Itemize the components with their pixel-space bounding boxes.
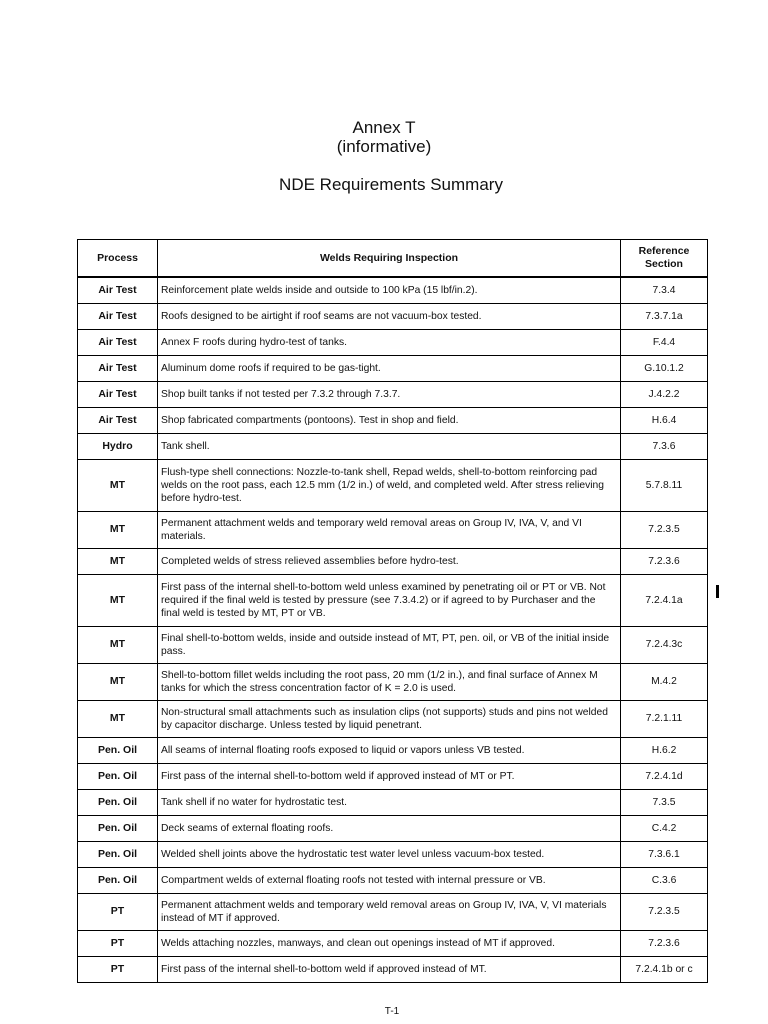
process-cell: MT — [78, 459, 158, 511]
welds-cell: Shop fabricated compartments (pontoons). Test in shop and field. — [158, 407, 621, 433]
process-cell: Pen. Oil — [78, 763, 158, 789]
table-row — [78, 841, 708, 867]
page-title: NDE Requirements Summary — [279, 175, 503, 194]
process-cell: Air Test — [78, 303, 158, 329]
reference-cell: 7.3.7.1a — [621, 303, 708, 329]
welds-cell: Aluminum dome roofs if required to be gas-tight. — [158, 355, 621, 381]
reference-cell: 7.3.5 — [621, 789, 708, 815]
process-cell: MT — [78, 574, 158, 626]
process-cell: Pen. Oil — [78, 867, 158, 893]
welds-cell: First pass of the internal shell-to-bottom weld if approved instead of MT or PT. — [158, 763, 621, 789]
reference-cell: 7.2.4.1a — [621, 574, 708, 626]
welds-cell: Deck seams of external floating roofs. — [158, 815, 621, 841]
table-row — [78, 815, 708, 841]
reference-cell: C.3.6 — [621, 867, 708, 893]
welds-cell: Tank shell. — [158, 433, 621, 459]
process-cell: PT — [78, 893, 158, 930]
reference-cell: 7.2.1.11 — [621, 700, 708, 737]
welds-cell: Tank shell if no water for hydrostatic test. — [158, 789, 621, 815]
reference-cell: 7.3.4 — [621, 277, 708, 303]
welds-cell: First pass of the internal shell-to-bottom weld unless examined by penetrating oil or PT or VB. Not required if the final weld is tested by pressure (see 7.3.4.2) or if agreed to by Purchaser and the final weld is tested by MT, PT or VB. — [158, 574, 621, 626]
process-cell: PT — [78, 956, 158, 982]
reference-cell: 5.7.8.11 — [621, 459, 708, 511]
process-cell: MT — [78, 626, 158, 663]
nde-requirements-table — [77, 239, 708, 983]
table-row — [78, 511, 708, 548]
reference-cell: H.6.2 — [621, 737, 708, 763]
annex-informative-note: (informative) — [336, 137, 432, 156]
welds-cell: Welds attaching nozzles, manways, and clean out openings instead of MT if approved. — [158, 930, 621, 956]
welds-cell: Permanent attachment welds and temporary weld removal areas on Group IV, IVA, V, and VI materials. — [158, 511, 621, 548]
reference-cell: M.4.2 — [621, 663, 708, 700]
welds-cell: Final shell-to-bottom welds, inside and outside instead of MT, PT, pen. oil, or VB of the initial inside pass. — [158, 626, 621, 663]
reference-cell: 7.2.4.1d — [621, 763, 708, 789]
process-cell: Air Test — [78, 329, 158, 355]
reference-cell: 7.2.3.6 — [621, 548, 708, 574]
welds-cell: Roofs designed to be airtight if roof seams are not vacuum-box tested. — [158, 303, 621, 329]
table-row — [78, 277, 708, 303]
annex-heading: Annex T — [352, 118, 416, 137]
process-cell: Pen. Oil — [78, 815, 158, 841]
reference-cell: F.4.4 — [621, 329, 708, 355]
reference-cell: G.10.1.2 — [621, 355, 708, 381]
table-row — [78, 329, 708, 355]
welds-cell: Permanent attachment welds and temporary weld removal areas on Group IV, IVA, V, VI materials instead of MT if approved. — [158, 893, 621, 930]
welds-cell: Annex F roofs during hydro-test of tanks. — [158, 329, 621, 355]
column-header-welds: Welds Requiring Inspection — [158, 240, 621, 278]
process-cell: PT — [78, 930, 158, 956]
welds-cell: First pass of the internal shell-to-bottom weld if approved instead of MT. — [158, 956, 621, 982]
table-row — [78, 737, 708, 763]
table-row — [78, 574, 708, 626]
table-row — [78, 433, 708, 459]
table-row — [78, 381, 708, 407]
welds-cell: Shell-to-bottom fillet welds including the root pass, 20 mm (1/2 in.), and final surface of Annex M tanks for which the stress concentration factor of K = 2.0 is used. — [158, 663, 621, 700]
table-header-row — [78, 240, 708, 278]
reference-cell: H.6.4 — [621, 407, 708, 433]
welds-cell: All seams of internal floating roofs exposed to liquid or vapors unless VB tested. — [158, 737, 621, 763]
table-row — [78, 893, 708, 930]
table-row — [78, 459, 708, 511]
process-cell: Hydro — [78, 433, 158, 459]
process-cell: Air Test — [78, 277, 158, 303]
table-row — [78, 548, 708, 574]
welds-cell: Shop built tanks if not tested per 7.3.2 through 7.3.7. — [158, 381, 621, 407]
welds-cell: Welded shell joints above the hydrostatic test water level unless vacuum-box tested. — [158, 841, 621, 867]
process-cell: MT — [78, 700, 158, 737]
table-row — [78, 303, 708, 329]
welds-cell: Compartment welds of external floating roofs not tested with internal pressure or VB. — [158, 867, 621, 893]
table-row — [78, 763, 708, 789]
process-cell: MT — [78, 548, 158, 574]
column-header-reference: Reference Section — [621, 240, 708, 278]
welds-cell: Flush-type shell connections: Nozzle-to-tank shell, Repad welds, shell-to-bottom reinforcing pad welds on the root pass, each 12.5 mm (1/2 in.) of weld, and completed weld. After stress relieving before hydro-test. — [158, 459, 621, 511]
process-cell: Pen. Oil — [78, 789, 158, 815]
welds-cell: Completed welds of stress relieved assemblies before hydro-test. — [158, 548, 621, 574]
process-cell: Air Test — [78, 355, 158, 381]
process-cell: MT — [78, 511, 158, 548]
reference-cell: 7.2.4.3c — [621, 626, 708, 663]
reference-cell: 7.2.3.5 — [621, 893, 708, 930]
table-row — [78, 700, 708, 737]
reference-cell: C.4.2 — [621, 815, 708, 841]
table-row — [78, 956, 708, 982]
reference-cell: J.4.2.2 — [621, 381, 708, 407]
process-cell: MT — [78, 663, 158, 700]
reference-cell: 7.2.3.6 — [621, 930, 708, 956]
reference-cell: 7.2.4.1b or c — [621, 956, 708, 982]
process-cell: Air Test — [78, 381, 158, 407]
revision-change-bar — [716, 585, 719, 598]
table-row — [78, 789, 708, 815]
process-cell: Pen. Oil — [78, 841, 158, 867]
table-row — [78, 663, 708, 700]
column-header-process: Process — [78, 240, 158, 278]
table-row — [78, 867, 708, 893]
table-row — [78, 407, 708, 433]
welds-cell: Reinforcement plate welds inside and outside to 100 kPa (15 lbf/in.2). — [158, 277, 621, 303]
process-cell: Pen. Oil — [78, 737, 158, 763]
table-row — [78, 930, 708, 956]
reference-cell: 7.3.6.1 — [621, 841, 708, 867]
welds-cell: Non-structural small attachments such as insulation clips (not supports) studs and pins not welded by capacitor discharge. Unless tested by liquid penetrant. — [158, 700, 621, 737]
page-number: T-1 — [384, 1006, 400, 1017]
table-row — [78, 355, 708, 381]
reference-cell: 7.2.3.5 — [621, 511, 708, 548]
reference-cell: 7.3.6 — [621, 433, 708, 459]
process-cell: Air Test — [78, 407, 158, 433]
table-row — [78, 626, 708, 663]
